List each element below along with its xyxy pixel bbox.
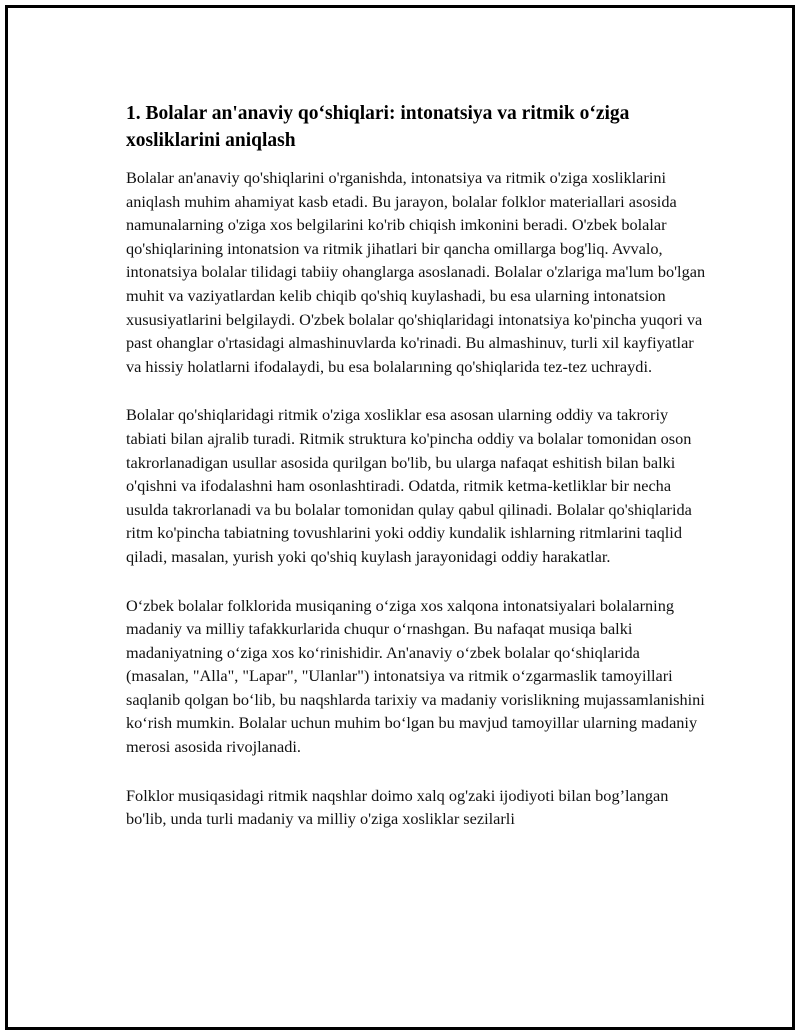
page-frame — [5, 5, 795, 1030]
paragraph: Folklor musiqasidagi ritmik naqshlar doimo xalq og'zaki ijodiyoti bilan bog’langan bo'lib, unda turli madaniy va milliy o'ziga xosliklar sezilarli — [126, 785, 669, 829]
section-heading: 1. Bolalar an'anaviy qo‘shiqlari: intonatsiya va ritmik o‘ziga xosliklarini aniqlash — [126, 103, 630, 151]
document-body — [126, 100, 706, 831]
paragraph: O‘zbek bolalar folklorida musiqaning o‘ziga xos xalqona intonatsiyalari bolalarning madaniy va milliy tafakkurlarida chuqur o‘rnashgan. Bu nafaqat musiqa balki madaniyatning o‘ziga xos ko‘rinishidir. An'anaviy o‘zbek bolalar qo‘shiqlarida (masalan, "Alla", "Lapar", "Ulanlar") intonatsiya va ritmik o‘zgarmaslik tamoyillari saqlanib qolgan bo‘lib, bu naqshlarda tarixiy va madaniy vorislikning mujassamlanishini ko‘rish mumkin. Bolalar uchun muhim bo‘lgan bu mavjud tamoyillar ularning madaniy merosi asosida rivojlanadi. — [126, 595, 705, 757]
paragraph: Bolalar an'anaviy qo'shiqlarini o'rganishda, intonatsiya va ritmik o'ziga xosliklarini aniqlash muhim ahamiyat kasb etadi. Bu jarayon, bolalar folklor materiallari asosida namunalarning o'ziga xos belgilarini ko'rib chiqish imkonini beradi. O'zbek bolalar qo'shiqlarining intonatsion va ritmik jihatlari bir qancha omillarga bog'liq. Avvalo, intonatsiya bolalar tilidagi tabiiy ohanglarga asoslanadi. Bolalar o'zlariga ma'lum bo'lgan muhit va vaziyatlardan kelib chiqib qo'shiq kuylashadi, bu esa ularning intonatsion xususiyatlarini belgilaydi. O'zbek bolalar qo'shiqlaridagi intonatsiya ko'pincha yuqori va past ohanglar o'rtasidagi almashinuvlarda ko'rinadi. Bu almashinuv, turli xil kayfiyatlar va hissiy holatlarni ifodalaydi, bu esa bolalarıning qo'shiqlarida tez-tez uchraydi. — [126, 168, 706, 376]
paragraph: Bolalar qo'shiqlaridagi ritmik o'ziga xosliklar esa asosan ularning oddiy va takroriy tabiati bilan ajralib turadi. Ritmik struktura ko'pincha oddiy va bolalar tomonidan oson takrorlanadigan usullar asosida qurilgan bo'lib, bu ularga nafaqat eshitish bilan balki o'qishni va ifodalashni ham osonlashtiradi. Odatda, ritmik ketma-ketliklar bir necha usulda takrorlanadi va bu bolalar tomonidan qulay qabul qilinadi. Bolalar qo'shiqlarida ritm ko'pincha tabiatning tovushlarini yoki oddiy kundalik ishlarning ritmlarini taqlid qiladi, masalan, yurish yoki qo'shiq kuylash jarayonidagi oddiy harakatlar. — [126, 405, 692, 566]
